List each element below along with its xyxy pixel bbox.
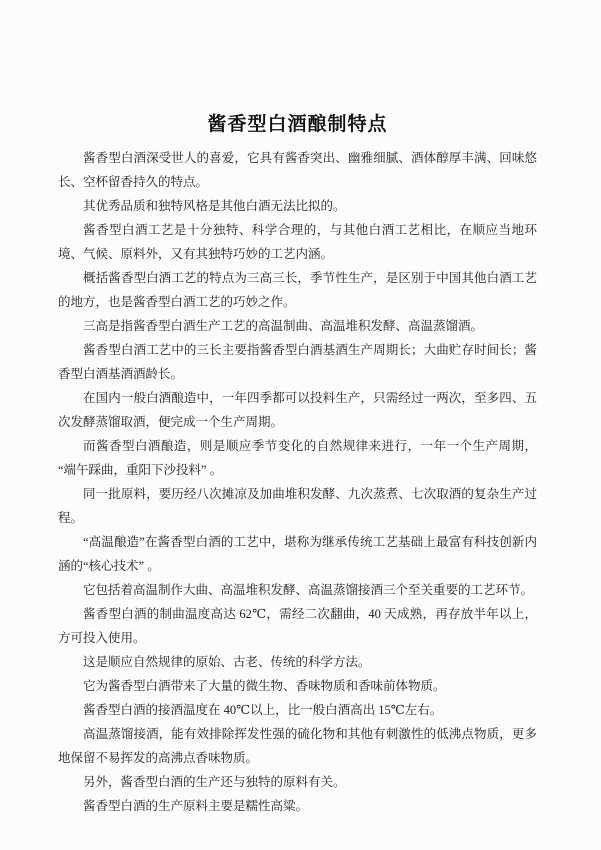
paragraph: 酱香型白酒的制曲温度高达 62℃，需经二次翻曲，40 天成熟，再存放半年以上，方可投入使用。 bbox=[58, 607, 537, 645]
paragraph: 它为酱香型白酒带来了大量的微生物、香味物质和香味前体物质。 bbox=[83, 679, 446, 693]
paragraph: 酱香型白酒工艺是十分独特、科学合理的，与其他白酒工艺相比，在顺应当地环境、气候、原料外，又有其独特巧妙的工艺内涵。 bbox=[58, 223, 537, 261]
paragraph: 同一批原料，要历经八次摊凉及加曲堆积发酵、九次蒸煮、七次取酒的复杂生产过程。 bbox=[58, 487, 537, 525]
paragraph: 高温蒸馏接酒，能有效排除挥发性强的硫化物和其他有刺激性的低沸点物质，更多地保留不易挥发的高沸点香味物质。 bbox=[58, 727, 537, 765]
paragraph: 这是顺应自然规律的原始、古老、传统的科学方法。 bbox=[83, 655, 371, 669]
paragraph: 概括酱香型白酒工艺的特点为三高三长，季节性生产，是区别于中国其他白酒工艺的地方，也是酱香型白酒工艺的巧妙之作。 bbox=[58, 271, 537, 309]
paragraph: 三高是指酱香型白酒生产工艺的高温制曲、高温堆积发酵、高温蒸馏酒。 bbox=[83, 319, 484, 333]
paragraph: 它包括着高温制作大曲、高温堆积发酵、高温蒸馏接酒三个至关重要的工艺环节。 bbox=[83, 583, 534, 597]
paragraph: 酱香型白酒深受世人的喜爱，它具有酱香突出、幽雅细腻、酒体醇厚丰满、回味悠长、空杯留香持久的特点。 bbox=[58, 151, 537, 189]
paragraph: “高温酿造”在酱香型白酒的工艺中，堪称为继承传统工艺基础上最富有科技创新内涵的“核心技术” 。 bbox=[58, 535, 537, 573]
paragraph: 酱香型白酒的生产原料主要是糯性高粱。 bbox=[83, 799, 309, 813]
document-body bbox=[58, 146, 537, 818]
paragraph: 酱香型白酒工艺中的三长主要指酱香型白酒基酒生产周期长；大曲贮存时间长；酱香型白酒基酒酒龄长。 bbox=[58, 343, 537, 381]
paragraph: 在国内一般白酒酿造中，一年四季都可以投料生产，只需经过一两次，至多四、五次发酵蒸馏取酒，便完成一个生产周期。 bbox=[58, 391, 537, 429]
paragraph: 另外，酱香型白酒的生产还与独特的原料有关。 bbox=[83, 775, 346, 789]
document-title: 酱香型白酒酿制特点 bbox=[207, 113, 388, 135]
paragraph: 而酱香型白酒酿造，则是顺应季节变化的自然规律来进行，一年一个生产周期，“端午踩曲，重阳下沙投料” 。 bbox=[58, 439, 537, 477]
paragraph: 酱香型白酒的接酒温度在 40℃以上，比一般白酒高出 15℃左右。 bbox=[83, 703, 443, 717]
paragraph: 其优秀品质和独特风格是其他白酒无法比拟的。 bbox=[83, 199, 346, 213]
